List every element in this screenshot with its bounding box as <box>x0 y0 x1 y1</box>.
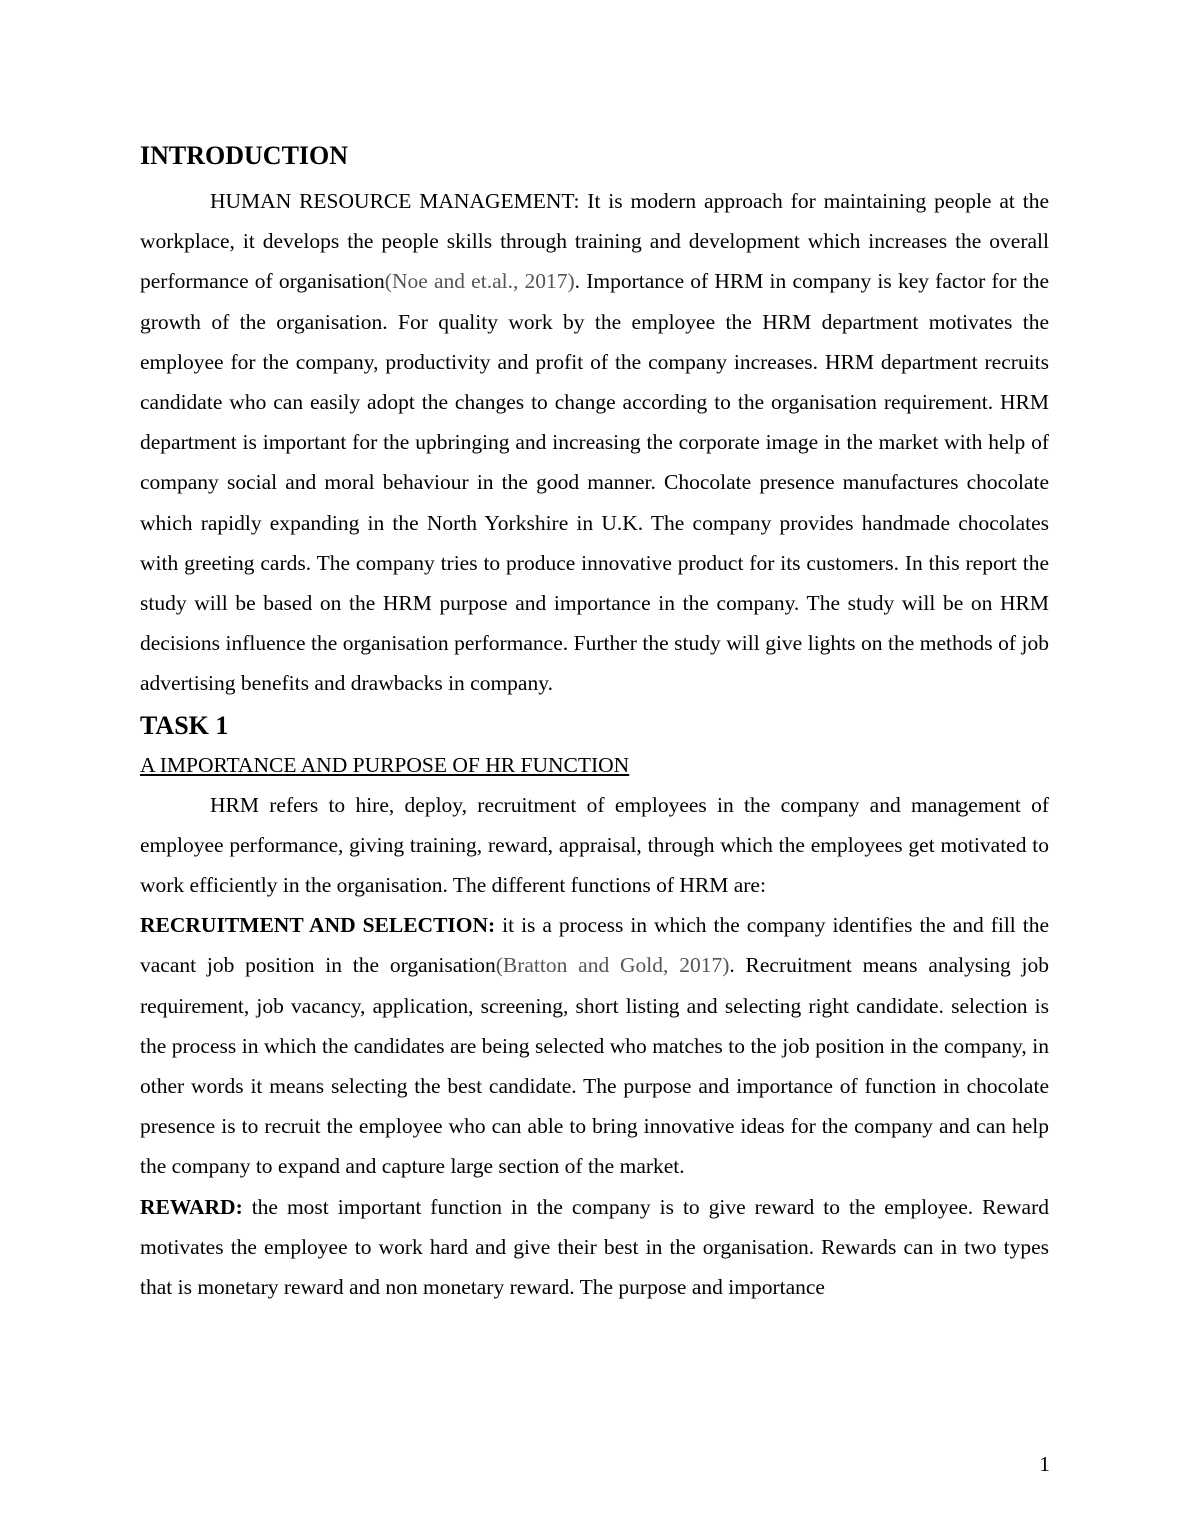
task1-heading: TASK 1 <box>140 710 229 740</box>
page-content <box>140 138 1049 1307</box>
introduction-text-b: . Importance of HRM in company is key factor for the growth of the organisation. For quality work by the employee the HRM department motivates the employee for the company, productivity and profit of the company increases. HRM department recruits candidate who can easily adopt the changes to change according to the organisation requirement. HRM department is important for the upbringing and increasing the corporate image in the market with help of company social and moral behaviour in the good manner. Chocolate presence manufactures chocolate which rapidly expanding in the North Yorkshire in U.K. The company provides handmade chocolates with greeting cards. The company tries to produce innovative product for its customers. In this report the study will be based on the HRM purpose and importance in the company. The study will be on HRM decisions influence the organisation performance. Further the study will give lights on the methods of job advertising benefits and drawbacks in company. <box>140 269 1049 696</box>
recruitment-text-a: it is a process in which the company identifies the and fill the vacant job position in the organisation <box>140 913 1049 978</box>
reward-paragraph <box>140 1187 1049 1308</box>
introduction-text-a: HUMAN RESOURCE MANAGEMENT: It is modern approach for maintaining people at the workplace, it develops the people skills through training and development which increases the overall performance of organisation <box>140 189 1049 294</box>
recruitment-paragraph <box>140 905 1049 1186</box>
task1-intro-paragraph: HRM refers to hire, deploy, recruitment of employees in the company and management of employee performance, giving training, reward, appraisal, through which the employees get motivated to work efficiently in the organisation. The different functions of HRM are: <box>140 792 1049 898</box>
task1-subheading: A IMPORTANCE AND PURPOSE OF HR FUNCTION <box>140 752 630 777</box>
citation-bratton: (Bratton and Gold, 2017) <box>495 953 730 978</box>
recruitment-label: RECRUITMENT AND SELECTION: <box>140 913 496 938</box>
reward-label: REWARD: <box>140 1194 243 1219</box>
reward-text: the most important function in the company is to give reward to the employee. Reward motivates the employee to work hard and give their best in the organisation. Rewards can in two types that is monetary reward and non monetary reward. The purpose and importance <box>140 1194 1049 1300</box>
introduction-paragraph <box>140 181 1049 704</box>
page-number: 1 <box>1039 1452 1050 1476</box>
citation-noe: (Noe and et.al., 2017) <box>384 269 575 294</box>
introduction-heading: INTRODUCTION <box>140 141 349 170</box>
recruitment-text-b: . Recruitment means analysing job requirement, job vacancy, application, screening, short listing and selecting right candidate. selection is the process in which the candidates are being selected who matches to the job position in the company, in other words it means selecting the best candidate. The purpose and importance of function in chocolate presence is to recruit the employee who can able to bring innovative ideas for the company and can help the company to expand and capture large section of the market. <box>140 953 1049 1179</box>
